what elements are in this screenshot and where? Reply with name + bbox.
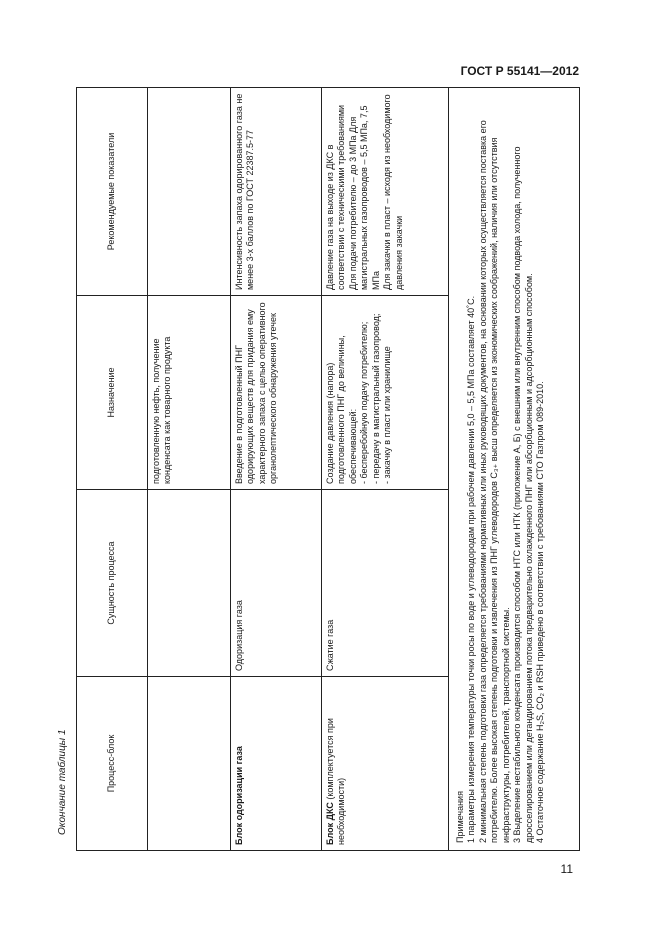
note-item: 2 минимальная степень подготовки газа определяется требованиями нормативных или иных руководящих документов, на основании которых осуществляется поставка его потребителю. Более высокая степень подготовки и извлечения из ПНГ углеводородов С₃₊ высш определяется из экономических соображений, наличия или отсутствия инфраструктуры, потребителей, транспортной системы. xyxy=(477,120,511,843)
document-code: ГОСТ Р 55141—2012 xyxy=(460,64,579,78)
dks-indicator-line: Для закачки в пласт – исходя из необходимого давления закачки xyxy=(382,94,404,290)
table-row-dks xyxy=(322,88,449,851)
dks-purpose-line: - передачу в магистральный газопровод; xyxy=(370,313,381,484)
dks-block-title: Блок ДКС xyxy=(325,802,335,845)
cell-block-empty xyxy=(148,677,231,851)
cell-purpose-dks xyxy=(322,296,449,490)
column-header-process-essence: Сущность процесса xyxy=(77,490,148,677)
cell-indicators-empty xyxy=(148,88,231,296)
note-item: 4 Остаточное содержание H₂S, CO₂ и RSH приведено в соответствии с требованиями СТО Газпром 089-2010. xyxy=(534,381,545,843)
table-row-continuation xyxy=(148,88,231,851)
cell-purpose-odorization: Введение в подготовленный ПНГ одорирующих веществ для придания ему характерного запаха с целью оперативного органолептического обнаружения утечек xyxy=(231,296,322,490)
dks-purpose-line: - закачку в пласт или хранилище xyxy=(382,346,393,484)
cell-indicators-odorization: Интенсивность запаха одорированного газа не менее 3-х баллов по ГОСТ 22387.5-77 xyxy=(231,88,322,296)
cell-block-odorization: Блок одоризации газа xyxy=(231,677,322,851)
notes-heading: Примечания xyxy=(455,791,465,843)
column-header-recommended-indicators: Рекомендуемые показатели xyxy=(77,88,148,296)
dks-purpose-line: Создание давления (напора) подготовленного ПНГ до величины, обеспечивающей: xyxy=(325,335,358,484)
table-caption: Окончание таблицы 1 xyxy=(57,729,68,835)
column-header-purpose: Назначение xyxy=(77,296,148,490)
dks-purpose-line: - бесперебойную подачу потребителю; xyxy=(359,321,370,484)
column-header-process-block: Процесс-блок xyxy=(77,677,148,851)
table-notes-row xyxy=(449,88,580,851)
cell-notes xyxy=(449,88,580,851)
rotated-table-region xyxy=(54,88,592,851)
cell-essence-dks: Сжатие газа xyxy=(322,490,449,677)
dks-indicator-line: Давление газа на выходе из ДКС в соответствии с техническими требованиями xyxy=(325,104,347,290)
note-item: 1 параметры измерения температуры точки росы по воде и углеводородам при рабочем давлении 5,0 – 5,5 МПа составляет 40˚С. xyxy=(466,295,477,843)
cell-essence-odorization: Одоризация газа xyxy=(231,490,322,677)
cell-block-dks xyxy=(322,677,449,851)
process-table xyxy=(76,87,580,851)
cell-essence-empty xyxy=(148,490,231,677)
note-item: 3 Выделение нестабильного конденсата производится способом НТС или НТК (приложение А, Б) с внешним или внутренним способом подвода холода, полученного дросселированием или детандированием потока предварительно охлажденного ПНГ или абсорбционным и адсорбционным способом. xyxy=(512,146,534,843)
dks-block-note: (комплектуется при необходимости) xyxy=(325,718,347,845)
cell-purpose-continuation: подготовленную нефть, получение конденсата как товарного продукта xyxy=(148,296,231,490)
table-header-row xyxy=(77,88,148,851)
page-number: 11 xyxy=(560,862,573,876)
table-row-odorization xyxy=(231,88,322,851)
cell-indicators-dks xyxy=(322,88,449,296)
dks-indicator-line: Для подачи потребителю – до 3 МПа Для магистральных газопроводов – 5,5 МПа, 7,5 МПа xyxy=(347,105,381,290)
landscape-content xyxy=(54,88,592,851)
